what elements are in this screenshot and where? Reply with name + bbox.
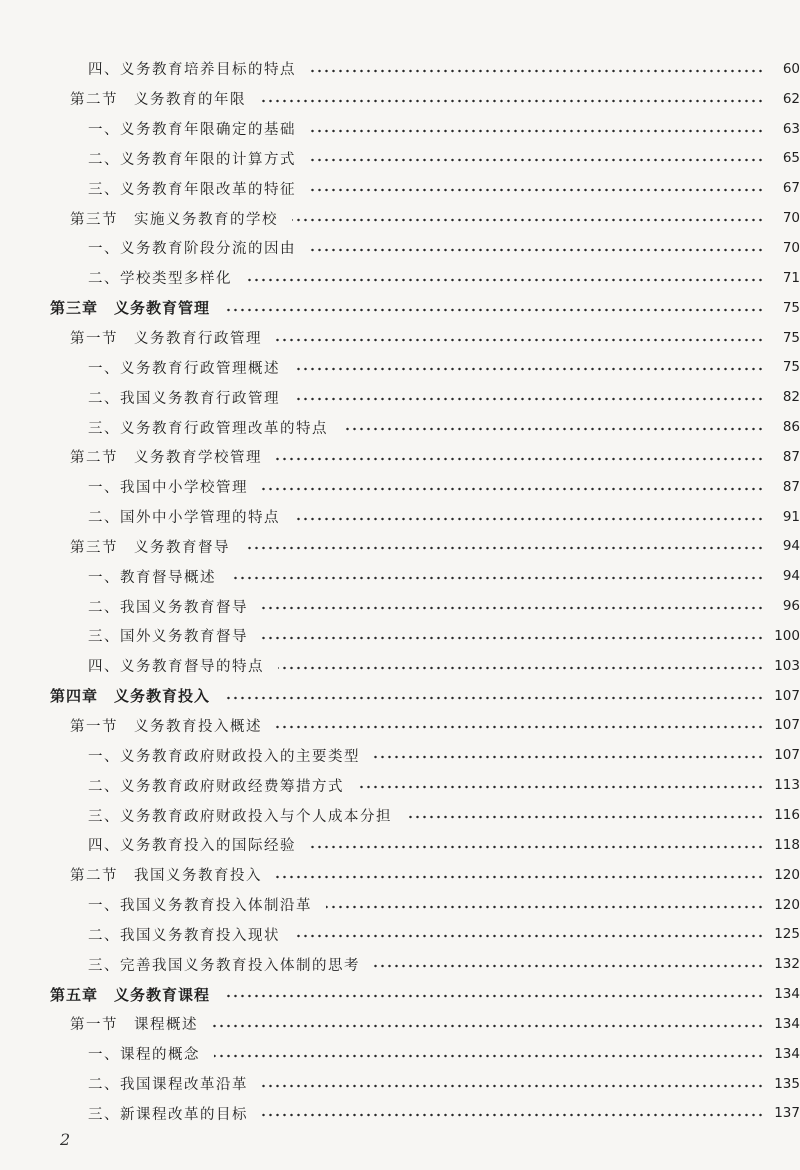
toc-page-number: 82 xyxy=(782,389,800,406)
toc-title: 一、义务教育行政管理概述 xyxy=(88,360,280,377)
toc-page-number: 100 xyxy=(774,627,800,644)
dot-leader xyxy=(230,571,764,585)
toc-title: 三、国外义务教育督导 xyxy=(88,629,248,646)
toc-subsection xyxy=(0,1099,800,1129)
toc-page-number: 70 xyxy=(782,239,800,256)
toc-title: 二、国外中小学管理的特点 xyxy=(88,510,280,527)
dot-leader xyxy=(294,362,764,376)
toc-page-number: 94 xyxy=(782,538,800,555)
dot-leader xyxy=(276,870,764,884)
toc-page-number: 137 xyxy=(774,1105,800,1122)
toc-section xyxy=(0,442,800,472)
toc-page-number: 67 xyxy=(782,180,800,197)
toc-subsection xyxy=(0,114,800,144)
dot-leader xyxy=(358,780,764,794)
toc-title: 第五章 义务教育课程 xyxy=(50,985,211,1004)
toc-page-number: 107 xyxy=(774,717,800,734)
toc-subsection xyxy=(0,800,800,830)
toc-subsection xyxy=(0,561,800,591)
toc-page-number: 63 xyxy=(782,120,800,137)
toc-subsection xyxy=(0,263,800,293)
toc-section xyxy=(0,711,800,741)
toc-title: 第三章 义务教育管理 xyxy=(50,299,211,318)
dot-leader xyxy=(224,691,764,705)
dot-leader xyxy=(212,1019,764,1033)
toc-title: 第三节 义务教育督导 xyxy=(70,539,230,556)
toc-title: 第一节 课程概述 xyxy=(70,1017,198,1034)
toc-title: 二、我国义务教育投入现状 xyxy=(88,927,280,944)
toc-page-number: 71 xyxy=(782,269,800,286)
dot-leader xyxy=(262,1079,764,1093)
dot-leader xyxy=(262,601,764,615)
toc-title: 三、新课程改革的目标 xyxy=(88,1106,248,1123)
toc-title: 二、义务教育年限的计算方式 xyxy=(88,151,296,168)
toc-title: 三、完善我国义务教育投入体制的思考 xyxy=(88,957,360,974)
toc-page-number: 94 xyxy=(782,568,800,585)
toc-subsection xyxy=(0,890,800,920)
dot-leader xyxy=(294,929,764,943)
dot-leader xyxy=(278,661,764,675)
toc-title: 一、义务教育阶段分流的因由 xyxy=(88,241,296,258)
toc-title: 四、义务教育培养目标的特点 xyxy=(88,62,296,79)
toc-page-number: 134 xyxy=(774,1015,800,1032)
toc-subsection xyxy=(0,919,800,949)
toc-chapter xyxy=(0,293,800,323)
toc-title: 二、我国课程改革沿革 xyxy=(88,1077,248,1094)
dot-leader xyxy=(310,124,764,138)
toc-page-number: 75 xyxy=(782,359,800,376)
toc-subsection xyxy=(0,830,800,860)
toc-title: 第二节 我国义务教育投入 xyxy=(70,868,262,885)
toc-page-number: 103 xyxy=(774,657,800,674)
toc-page-number: 120 xyxy=(774,896,800,913)
toc-page-number: 65 xyxy=(782,150,800,167)
toc-subsection xyxy=(0,1039,800,1069)
toc-subsection xyxy=(0,591,800,621)
toc-page-number: 120 xyxy=(774,866,800,883)
toc-subsection xyxy=(0,651,800,681)
dot-leader xyxy=(224,989,764,1003)
toc-title: 第四章 义务教育投入 xyxy=(50,687,211,706)
toc-chapter xyxy=(0,979,800,1009)
dot-leader xyxy=(292,213,764,227)
toc-page-number: 70 xyxy=(782,210,800,227)
toc-page-number: 86 xyxy=(782,419,800,436)
toc-title: 第二节 义务教育学校管理 xyxy=(70,450,262,467)
toc-title: 第一节 义务教育投入概述 xyxy=(70,718,262,735)
toc-page-number: 62 xyxy=(782,90,800,107)
toc-page-number: 134 xyxy=(774,986,800,1003)
dot-leader xyxy=(214,1049,764,1063)
toc-page-number: 60 xyxy=(782,60,800,77)
toc-subsection xyxy=(0,144,800,174)
toc-section xyxy=(0,1009,800,1039)
toc-subsection xyxy=(0,54,800,84)
toc-title: 一、义务教育年限确定的基础 xyxy=(88,122,296,139)
toc-page-number: 135 xyxy=(774,1075,800,1092)
toc-page-number: 134 xyxy=(774,1045,800,1062)
dot-leader xyxy=(262,1108,764,1122)
toc-title: 一、我国中小学校管理 xyxy=(88,480,248,497)
toc-section xyxy=(0,860,800,890)
toc-title: 三、义务教育年限改革的特征 xyxy=(88,181,296,198)
dot-leader xyxy=(244,541,764,555)
toc-subsection xyxy=(0,412,800,442)
page-number: 2 xyxy=(60,1130,71,1149)
toc-page-number: 125 xyxy=(774,926,800,943)
toc-section xyxy=(0,532,800,562)
dot-leader xyxy=(342,422,764,436)
toc-title: 三、义务教育政府财政投入与个人成本分担 xyxy=(88,808,392,825)
toc-section xyxy=(0,203,800,233)
toc-page-number: 96 xyxy=(782,598,800,615)
toc-subsection xyxy=(0,233,800,263)
dot-leader xyxy=(224,303,764,317)
dot-leader xyxy=(294,392,764,406)
dot-leader xyxy=(294,512,764,526)
toc-page-number: 116 xyxy=(774,807,800,824)
dot-leader xyxy=(326,900,764,914)
toc-title: 三、义务教育行政管理改革的特点 xyxy=(88,420,328,437)
toc-title: 二、学校类型多样化 xyxy=(88,271,232,288)
toc-page-number: 91 xyxy=(782,508,800,525)
toc-subsection xyxy=(0,502,800,532)
toc-title: 第二节 义务教育的年限 xyxy=(70,92,246,109)
toc-subsection xyxy=(0,621,800,651)
toc-title: 四、义务教育督导的特点 xyxy=(88,659,264,676)
toc-title: 第三节 实施义务教育的学校 xyxy=(70,211,278,228)
toc-page-number: 75 xyxy=(782,329,800,346)
dot-leader xyxy=(276,333,764,347)
toc-subsection xyxy=(0,472,800,502)
toc-title: 四、义务教育投入的国际经验 xyxy=(88,838,296,855)
toc-title: 二、我国义务教育行政管理 xyxy=(88,390,280,407)
toc-title: 二、义务教育政府财政经费筹措方式 xyxy=(88,778,344,795)
toc-page-number: 118 xyxy=(774,836,800,853)
dot-leader xyxy=(374,750,764,764)
dot-leader xyxy=(310,840,764,854)
toc-page-number: 107 xyxy=(774,747,800,764)
toc-title: 第一节 义务教育行政管理 xyxy=(70,331,262,348)
toc-subsection xyxy=(0,770,800,800)
dot-leader xyxy=(310,64,764,78)
dot-leader xyxy=(310,183,764,197)
toc-page-number: 132 xyxy=(774,956,800,973)
toc-subsection xyxy=(0,949,800,979)
dot-leader xyxy=(260,94,764,108)
toc-subsection xyxy=(0,740,800,770)
dot-leader xyxy=(310,243,764,257)
toc-page-number: 87 xyxy=(782,478,800,495)
toc-chapter xyxy=(0,681,800,711)
dot-leader xyxy=(246,273,764,287)
dot-leader xyxy=(406,810,764,824)
toc-page-number: 107 xyxy=(774,687,800,704)
dot-leader xyxy=(276,452,764,466)
dot-leader xyxy=(262,631,764,645)
toc-title: 一、教育督导概述 xyxy=(88,569,216,586)
toc-title: 一、义务教育政府财政投入的主要类型 xyxy=(88,748,360,765)
toc-subsection xyxy=(0,1069,800,1099)
toc-page-number: 75 xyxy=(782,299,800,316)
dot-leader xyxy=(310,153,764,167)
table-of-contents xyxy=(0,54,800,1128)
toc-subsection xyxy=(0,382,800,412)
toc-subsection xyxy=(0,352,800,382)
toc-page-number: 87 xyxy=(782,448,800,465)
toc-title: 二、我国义务教育督导 xyxy=(88,599,248,616)
toc-title: 一、课程的概念 xyxy=(88,1047,200,1064)
dot-leader xyxy=(276,720,764,734)
toc-title: 一、我国义务教育投入体制沿革 xyxy=(88,898,312,915)
toc-section xyxy=(0,323,800,353)
toc-section xyxy=(0,84,800,114)
toc-subsection xyxy=(0,173,800,203)
dot-leader xyxy=(262,482,764,496)
dot-leader xyxy=(374,959,764,973)
toc-page-number: 113 xyxy=(774,777,800,794)
